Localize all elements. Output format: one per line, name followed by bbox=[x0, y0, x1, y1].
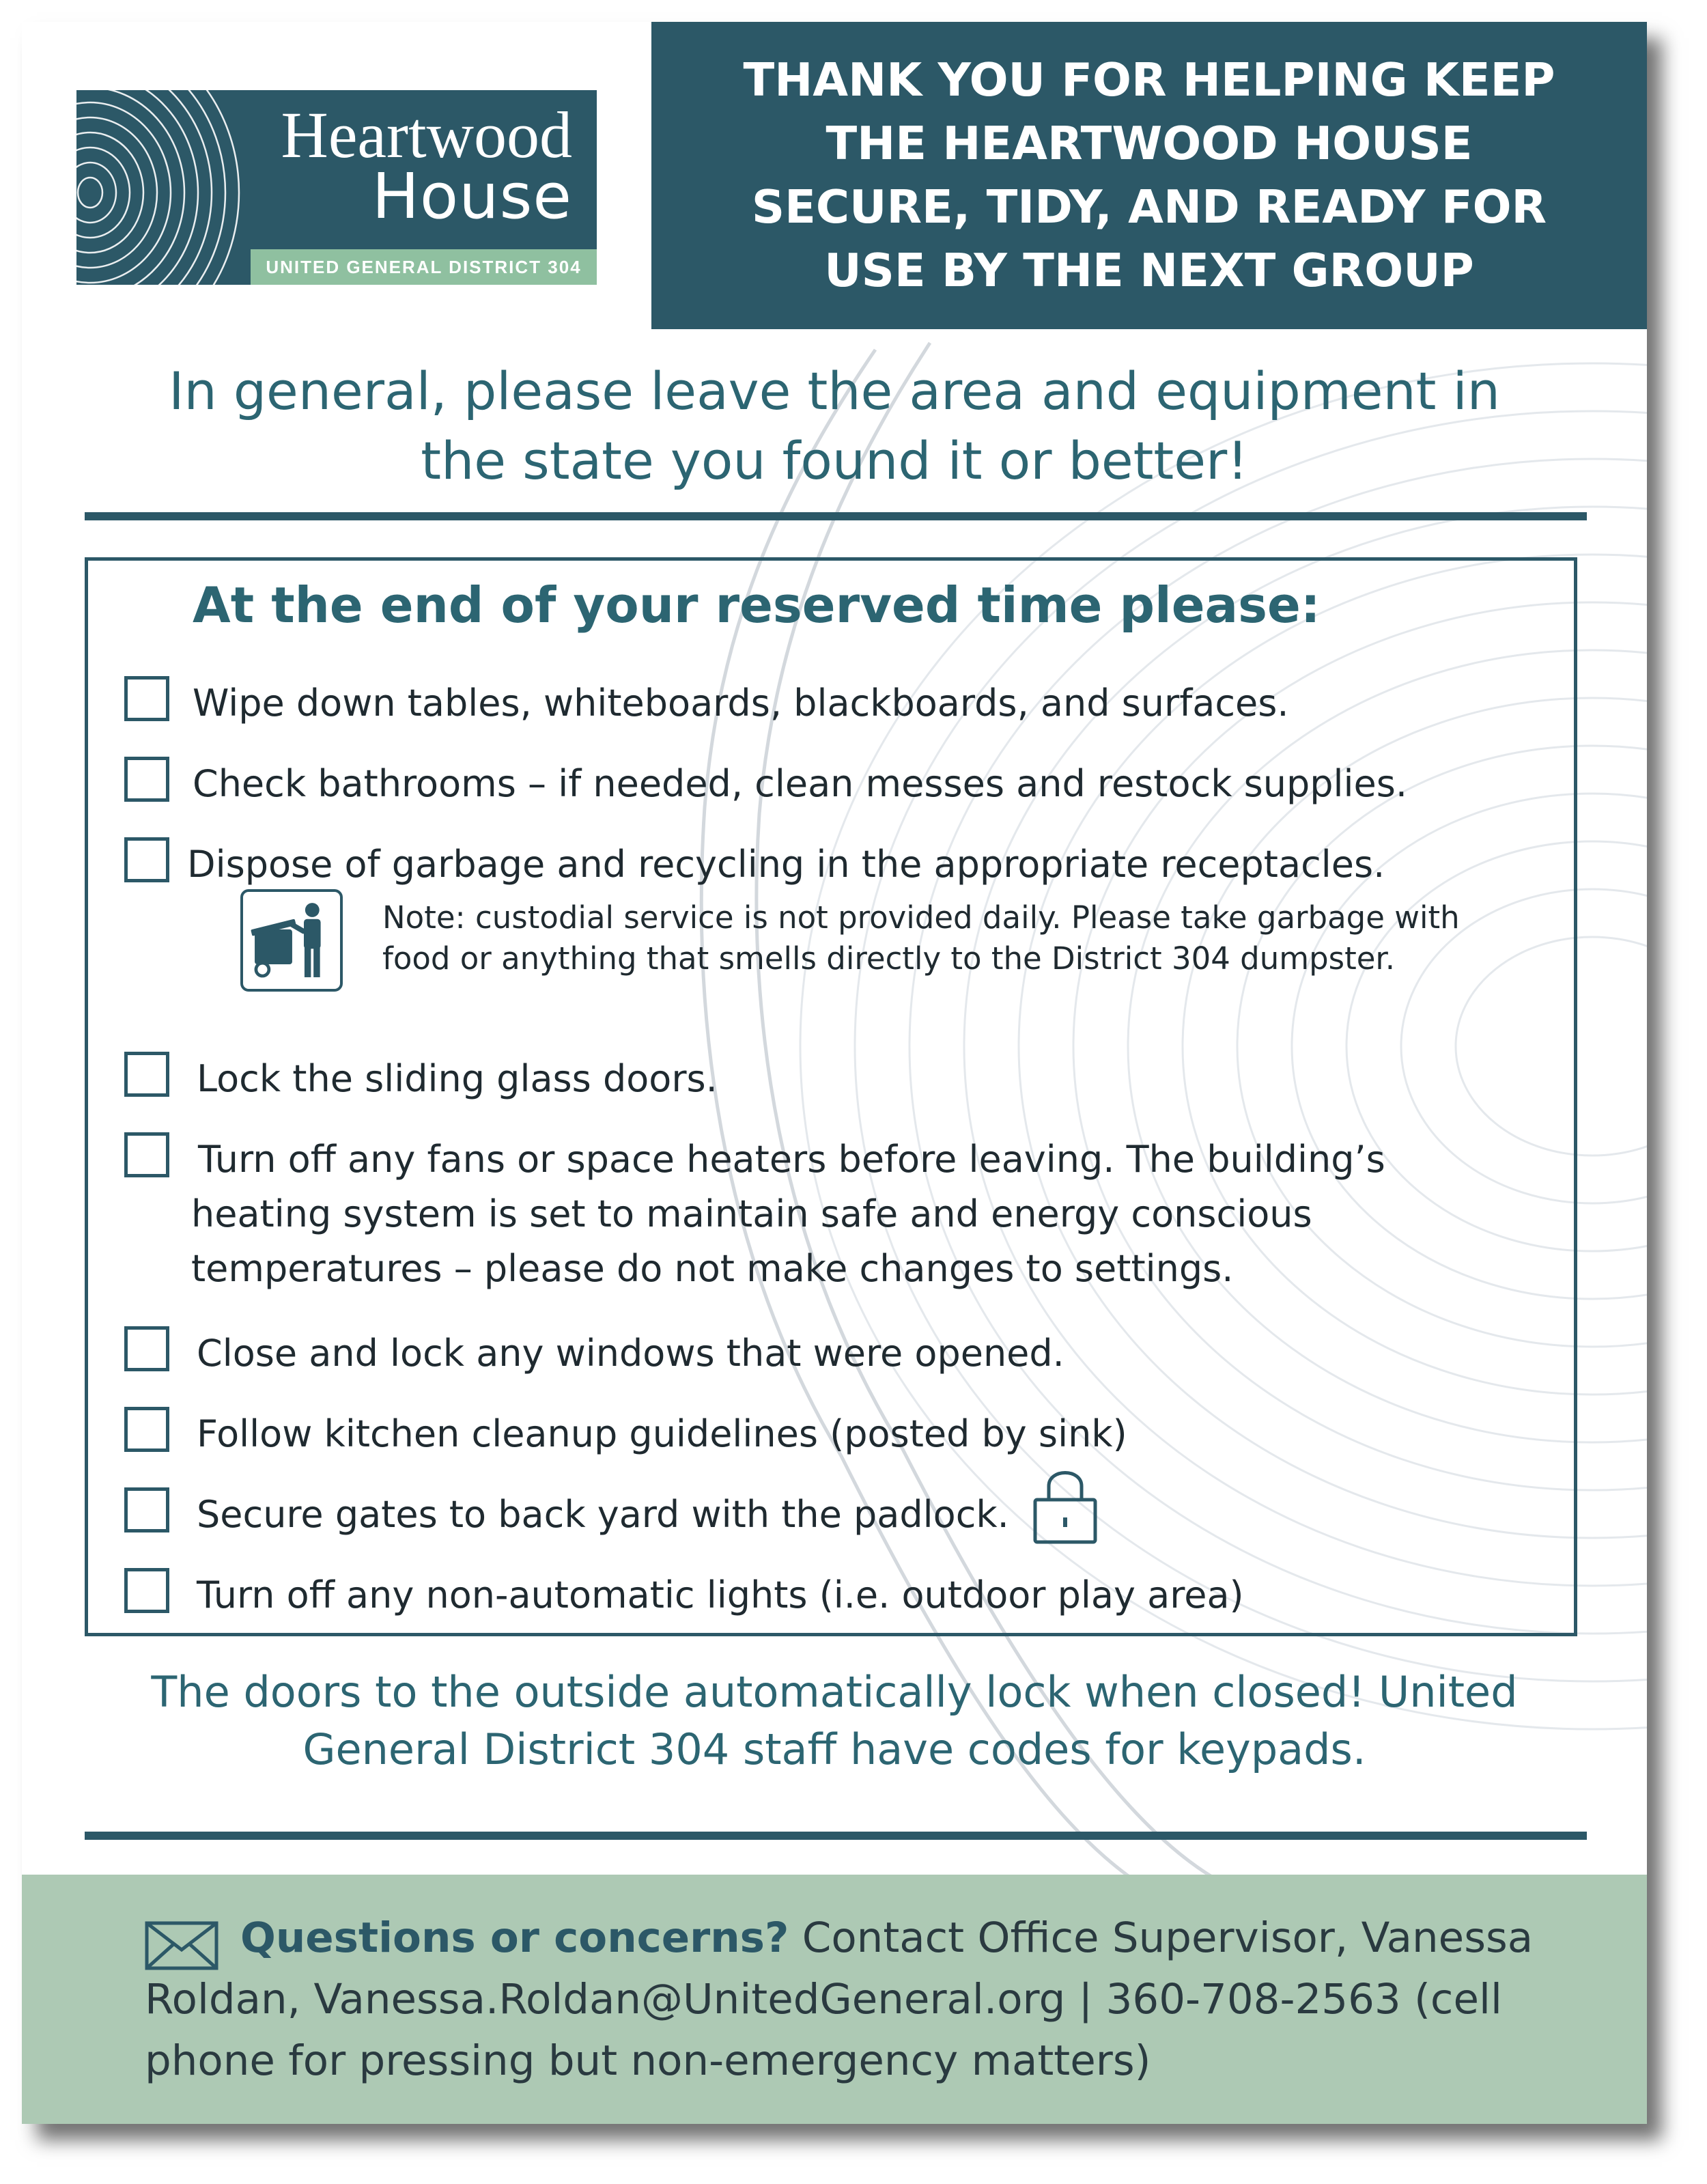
heartwood-house-logo bbox=[76, 90, 597, 285]
checkbox[interactable] bbox=[124, 757, 169, 802]
header-line: SECURE, TIDY, AND READY FOR bbox=[751, 180, 1547, 234]
item-line: Turn off any fans or space heaters before leaving. The building’s bbox=[198, 1138, 1385, 1181]
contact-line bbox=[145, 1907, 1551, 1969]
checkbox[interactable] bbox=[124, 1568, 169, 1613]
custodial-note bbox=[382, 897, 1557, 979]
item-line: temperatures – please do not make changes to settings. bbox=[191, 1247, 1234, 1290]
note-line: Note: custodial service is not provided daily. Please take garbage with bbox=[382, 899, 1460, 936]
item-line: Close and lock any windows that were opened. bbox=[197, 1332, 1064, 1375]
checklist-item-text bbox=[197, 1326, 1535, 1381]
item-line: Dispose of garbage and recycling in the appropriate receptacles. bbox=[187, 843, 1385, 886]
wood-grain-logo-icon bbox=[76, 90, 254, 285]
note-line: food or anything that smells directly to the District 304 dumpster. bbox=[382, 940, 1396, 977]
checklist-item-text bbox=[193, 676, 1531, 731]
divider bbox=[85, 1832, 1587, 1840]
checkbox[interactable] bbox=[124, 1326, 169, 1371]
checklist-item-text bbox=[197, 1052, 1535, 1106]
item-line: heating system is set to maintain safe and energy conscious bbox=[191, 1192, 1312, 1235]
header-line: THANK YOU FOR HELPING KEEP bbox=[743, 53, 1555, 107]
checklist-item-text bbox=[197, 1407, 1535, 1461]
item-line: Lock the sliding glass doors. bbox=[197, 1057, 718, 1100]
contact-line: Roldan, Vanessa.Roldan@UnitedGeneral.org | 360-708-2563 (cell bbox=[145, 1975, 1502, 2024]
checklist-item-text bbox=[197, 1487, 1535, 1542]
checkbox[interactable] bbox=[124, 1487, 169, 1532]
checkbox[interactable] bbox=[124, 1407, 169, 1452]
contact-line: phone for pressing but non-emergency matters) bbox=[145, 2036, 1151, 2085]
door-lock-note bbox=[76, 1664, 1592, 1778]
checkbox[interactable] bbox=[124, 676, 169, 721]
checkbox[interactable] bbox=[124, 837, 169, 882]
checklist-item-text bbox=[197, 1568, 1535, 1623]
contact-lead: Questions or concerns? bbox=[240, 1914, 789, 1962]
checklist-item-text bbox=[187, 837, 1525, 892]
header-line: THE HEARTWOOD HOUSE bbox=[826, 117, 1473, 170]
checklist-item-text bbox=[191, 1132, 1529, 1296]
garbage-cart-person-icon bbox=[240, 889, 343, 992]
checkbox[interactable] bbox=[124, 1052, 169, 1097]
item-line: Check bathrooms – if needed, clean messes and restock supplies. bbox=[193, 762, 1408, 805]
footer-note-line: The doors to the outside automatically lock when closed! United bbox=[151, 1667, 1518, 1717]
thank-you-header bbox=[651, 22, 1647, 329]
flyer-sheet bbox=[22, 22, 1647, 2124]
logo-tagline: UNITED GENERAL DISTRICT 304 bbox=[251, 249, 597, 285]
item-line: Wipe down tables, whiteboards, blackboards, and surfaces. bbox=[193, 682, 1289, 725]
checklist-title: At the end of your reserved time please: bbox=[193, 576, 1321, 634]
logo-name-house: House bbox=[371, 160, 572, 233]
contact-section bbox=[22, 1875, 1647, 2124]
item-line: Follow kitchen cleanup guidelines (posted by sink) bbox=[197, 1412, 1127, 1455]
contact-line-rest: Contact Office Supervisor, Vanessa bbox=[789, 1914, 1534, 1962]
item-line: Secure gates to back yard with the padlock. bbox=[197, 1493, 1009, 1536]
intro-line: the state you found it or better! bbox=[421, 430, 1248, 491]
logo-name-heartwood: Heartwood bbox=[281, 98, 572, 171]
footer-note-line: General District 304 staff have codes for keypads. bbox=[302, 1724, 1366, 1774]
checklist-item-text bbox=[193, 757, 1531, 811]
contact-text bbox=[145, 1907, 1551, 2092]
header-line: USE BY THE NEXT GROUP bbox=[824, 244, 1474, 297]
item-line: Turn off any non-automatic lights (i.e. outdoor play area) bbox=[197, 1573, 1244, 1616]
intro-line: In general, please leave the area and equipment in bbox=[169, 361, 1500, 421]
intro-text bbox=[76, 356, 1592, 496]
divider bbox=[85, 512, 1587, 520]
checkbox[interactable] bbox=[124, 1132, 169, 1177]
padlock-icon bbox=[1032, 1463, 1098, 1545]
